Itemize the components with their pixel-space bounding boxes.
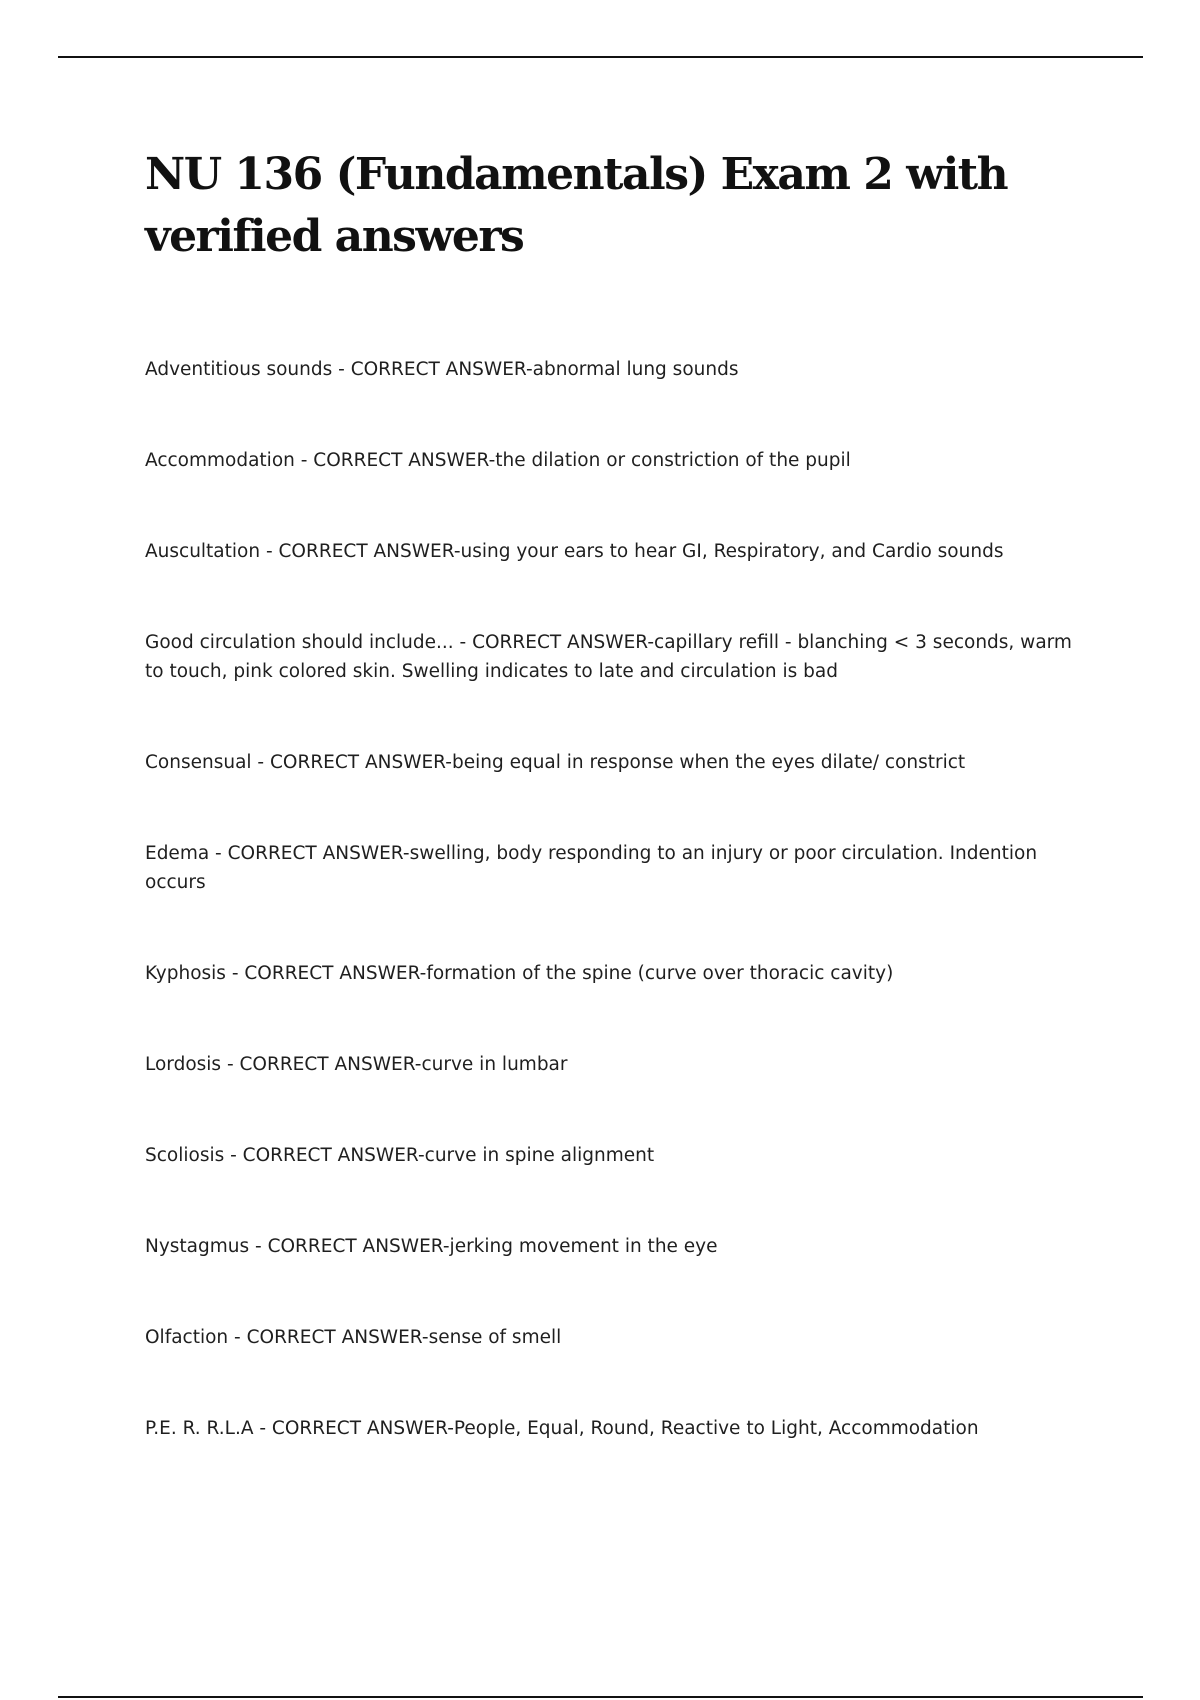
bottom-divider [58, 1696, 1143, 1698]
flashcard-entry: Olfaction - CORRECT ANSWER-sense of smell [145, 1327, 562, 1348]
flashcard-entry: Kyphosis - CORRECT ANSWER-formation of the spine (curve over thoracic cavity) [145, 963, 894, 984]
document-title: NU 136 (Fundamentals) Exam 2 with verified answers [145, 149, 1008, 262]
top-divider [58, 56, 1143, 58]
flashcard-entry: Consensual - CORRECT ANSWER-being equal in response when the eyes dilate/ constrict [145, 752, 966, 773]
flashcard-entry: Adventitious sounds - CORRECT ANSWER-abnormal lung sounds [145, 359, 739, 380]
flashcard-entry: Scoliosis - CORRECT ANSWER-curve in spine alignment [145, 1145, 655, 1166]
flashcard-entry: Nystagmus - CORRECT ANSWER-jerking movement in the eye [145, 1236, 718, 1257]
flashcard-entry: Auscultation - CORRECT ANSWER-using your ears to hear GI, Respiratory, and Cardio sounds [145, 541, 1004, 562]
flashcard-list [145, 355, 1095, 1505]
flashcard-entry: Lordosis - CORRECT ANSWER-curve in lumbar [145, 1054, 568, 1075]
flashcard-entry: Good circulation should include... - CORRECT ANSWER-capillary refill - blanching < 3 seconds, warm to touch, pink colored skin. Swelling indicates to late and circulation is bad [145, 632, 1072, 682]
flashcard-entry: P.E. R. R.L.A - CORRECT ANSWER-People, Equal, Round, Reactive to Light, Accommodation [145, 1418, 979, 1439]
flashcard-entry: Accommodation - CORRECT ANSWER-the dilation or constriction of the pupil [145, 450, 851, 471]
flashcard-entry: Edema - CORRECT ANSWER-swelling, body responding to an injury or poor circulation. Indention occurs [145, 843, 1038, 893]
